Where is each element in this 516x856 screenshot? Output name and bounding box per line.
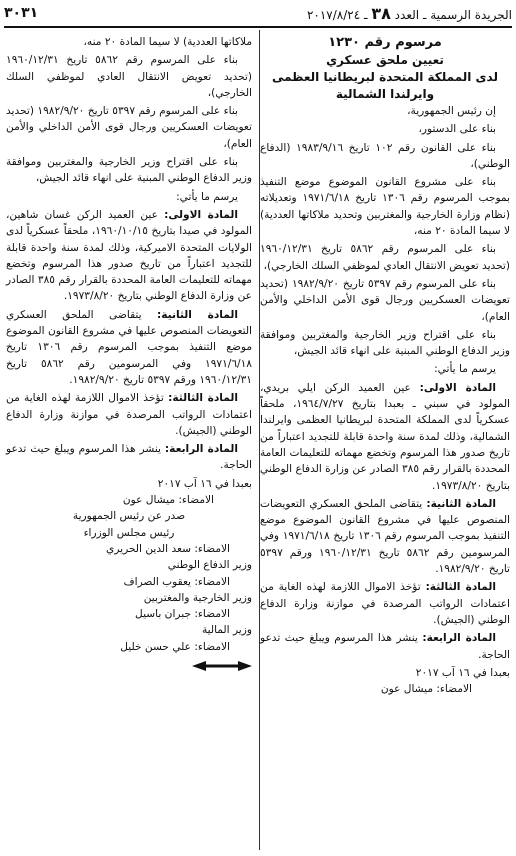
header-title-prefix: الجريدة الرسمية ـ العدد — [394, 7, 512, 22]
article-3-label: المادة الثالثة: — [425, 581, 497, 594]
decree-subject-line2: لدى المملكة المتحدة لبريطانيا العظمى وايرلندا الشمالية — [272, 70, 498, 101]
article-4-text: ينشر هذا المرسوم ويبلغ حيث تدعو الحاجة. — [260, 632, 510, 661]
preamble-decree-5397: بناء على المرسوم رقم ٥٣٩٧ تاريخ ١٩٨٢/٩/٢٠ (تحديد تعويضات العسكريين ورجال قوى الأمن الداخلي والأمن العام)، — [260, 277, 510, 323]
article-1 — [260, 380, 510, 494]
preamble-constitution: بناء على الدستور، — [418, 123, 496, 136]
foreign-minister-title: وزير الخارجية والمغتربين — [143, 591, 252, 604]
sign-date: بعبدا في ١٦ آب ٢٠١٧ — [415, 666, 510, 679]
article-1-label: المادة الاولى: — [419, 381, 497, 394]
article-1-text: عين العميد الركن ايلي بريدي، المولود في سبني ـ بعبدا بتاريخ ١٩٦٤/٧/٢٧، ملحقاً عسكرياً لدى المملكة المتحدة لبريطانيا العظمى وايرلندا الشمالية، وذلك لمدة سنة واحدة قابلة للتجديد اعتباراً من تاريخ صدور هذا المرسوم وتخضع مهماته للتعليمات العامة المحددة بالقرار رقم ٣٨٥ الصادر عن وزارة الدفاع الوطني بتاريخ ١٩٧٣/٨/٢٠. — [260, 381, 510, 492]
defense-minister-signature: الامضاء: يعقوب الصراف — [123, 575, 230, 588]
decree-number: مرسوم رقم ١٢٣٠ — [328, 35, 442, 50]
preamble-decree-5862: بناء على المرسوم رقم ٥٨٦٢ تاريخ ١٩٦٠/١٢/٣١ (تحديد تعويض الانتقال العادي لموظفي السلك الخارجي)، — [6, 54, 252, 99]
article-4 — [260, 630, 510, 663]
article-3 — [6, 390, 252, 439]
end-of-section-arrow-icon — [6, 661, 252, 671]
article-3 — [260, 579, 510, 628]
decree-subject: تعيين ملحق عسكري — [326, 53, 444, 67]
article-4-label: المادة الرابعة: — [422, 632, 496, 645]
article-1 — [6, 207, 252, 305]
article-2-label: المادة الثانية: — [426, 497, 496, 510]
preamble-president: إن رئيس الجمهورية، — [407, 105, 496, 117]
decrees-following: يرسم ما يأتي: — [434, 363, 496, 376]
article-4-text: ينشر هذا المرسوم ويبلغ حيث تدعو الحاجة. — [6, 443, 252, 472]
president-signature: الامضاء: ميشال عون — [122, 494, 214, 507]
right-column — [260, 34, 510, 697]
article-2 — [260, 496, 510, 577]
preamble-proposal: بناء على اقتراح وزير الخارجية والمغتربين وموافقة وزير الدفاع الوطني المبنية على انهاء قائد الجيش، — [6, 156, 252, 185]
article-2-label: المادة الثانية: — [157, 308, 238, 321]
defense-minister-title: وزير الدفاع الوطني — [167, 559, 252, 572]
article-4-label: المادة الرابعة: — [164, 443, 238, 456]
preamble-decree-5862: بناء على المرسوم رقم ٥٨٦٢ تاريخ ١٩٦٠/١٢/٣١ (تحديد تعويض الانتقال العادي لموظفي السلك الخارجي)، — [260, 243, 510, 272]
preamble-proposal: بناء على اقتراح وزير الخارجية والمغتربين وموافقة وزير الدفاع الوطني المبنية على انهاء قائد الجيش، — [260, 328, 510, 358]
finance-minister-signature: الامضاء: علي حسن خليل — [120, 640, 230, 653]
decrees-following: يرسم ما يأتي: — [176, 190, 238, 203]
page-number: ٣٠٣١ — [4, 5, 39, 21]
header-issue-date: ـ ٢٠١٧/٨/٢٤ — [306, 7, 368, 22]
article-3-label: المادة الثالثة: — [168, 392, 238, 405]
preamble-law-102: بناء على القانون رقم ١٠٢ تاريخ ١٩٨٣/٩/١٦ (الدفاع الوطني)، — [260, 141, 510, 170]
header-rule — [4, 26, 512, 28]
pm-signature: الامضاء: سعد الدين الحريري — [106, 542, 230, 555]
president-signature: الامضاء: ميشال عون — [380, 683, 472, 696]
foreign-minister-signature: الامضاء: جبران باسيل — [135, 608, 230, 621]
preamble-law-1306: بناء على مشروع القانون الموضوع موضع التنفيذ بموجب المرسوم رقم ١٣٠٦ تاريخ ١٩٧١/٦/١٨ وتعديلاته (نظام وزارة الخارجية والمغتربين وتحديد ملاكاتها العددية) لا سيما المادة ٢٠ منه، — [260, 176, 510, 238]
left-column — [6, 34, 252, 671]
pm-title: رئيس مجلس الوزراء — [83, 526, 175, 539]
article-3-text: تؤخذ الاموال اللازمة لهذه الغاية من اعتمادات الرواتب المرصدة في موازنة وزارة الدفاع الوطني (الجيش). — [260, 581, 510, 626]
sign-date: بعبدا في ١٦ آب ٢٠١٧ — [157, 477, 252, 490]
continued-preamble: ملاكاتها العددية) لا سيما المادة ٢٠ منه، — [83, 36, 252, 48]
article-2-text: يتقاضى الملحق العسكري التعويضات المنصوص عليها في مشروع القانون الموضوع موضع التنفيذ بموجب المرسوم رقم ١٣٠٦ تاريخ ١٩٧١/٦/١٨ وفي المرسومين رقم ٥٨٦٢ تاريخ ١٩٦٠/١٢/٣١ ورقم ٥٣٩٧ تاريخ ١٩٨٢/٩/٢٠. — [6, 308, 252, 386]
header-issue-number: ٣٨ — [371, 3, 391, 23]
article-2 — [6, 307, 252, 388]
issued-by: صدر عن رئيس الجمهورية — [72, 510, 186, 523]
finance-minister-title: وزير المالية — [201, 624, 252, 637]
header-title — [307, 4, 512, 23]
article-1-text: عين العميد الركن غسان شاهين، المولود في صيدا بتاريخ ١٩٦٠/١٠/١٥، ملحقاً عسكرياً لدى الولايات المتحدة الاميركية، وذلك لمدة سنة واحدة قابلة للتجديد اعتباراً من تاريخ صدور هذا المرسوم وتخضع مهماته للتعليمات العامة المحددة بالقرار رقم ٣٨٥ الصادر عن وزارة الدفاع الوطني بتاريخ ١٩٧٣/٨/٢٠. — [6, 208, 252, 303]
article-4 — [6, 441, 252, 474]
preamble-decree-5397: بناء على المرسوم رقم ٥٣٩٧ تاريخ ١٩٨٢/٩/٢٠ (تحديد تعويضات العسكريين ورجال قوى الأمن الداخلي والأمن العام)، — [6, 105, 252, 150]
article-3-text: تؤخذ الاموال اللازمة لهذه الغاية من اعتمادات الرواتب المرصدة في موازنة وزارة الدفاع الوطني (الجيش). — [6, 392, 252, 437]
page-header — [4, 2, 512, 24]
article-1-label: المادة الاولى: — [164, 208, 238, 221]
article-2-text: يتقاضى الملحق العسكري التعويضات المنصوص عليها في مشروع القانون الموضوع موضع التنفيذ بموجب المرسوم رقم ١٣٠٦ تاريخ ١٩٧١/٦/١٨ وفي المرسومين رقم ٥٨٦٢ تاريخ ١٩٦٠/١٢/٣١ ورقم ٥٣٩٧ تاريخ ١٩٨٢/٩/٢٠. — [260, 497, 510, 576]
